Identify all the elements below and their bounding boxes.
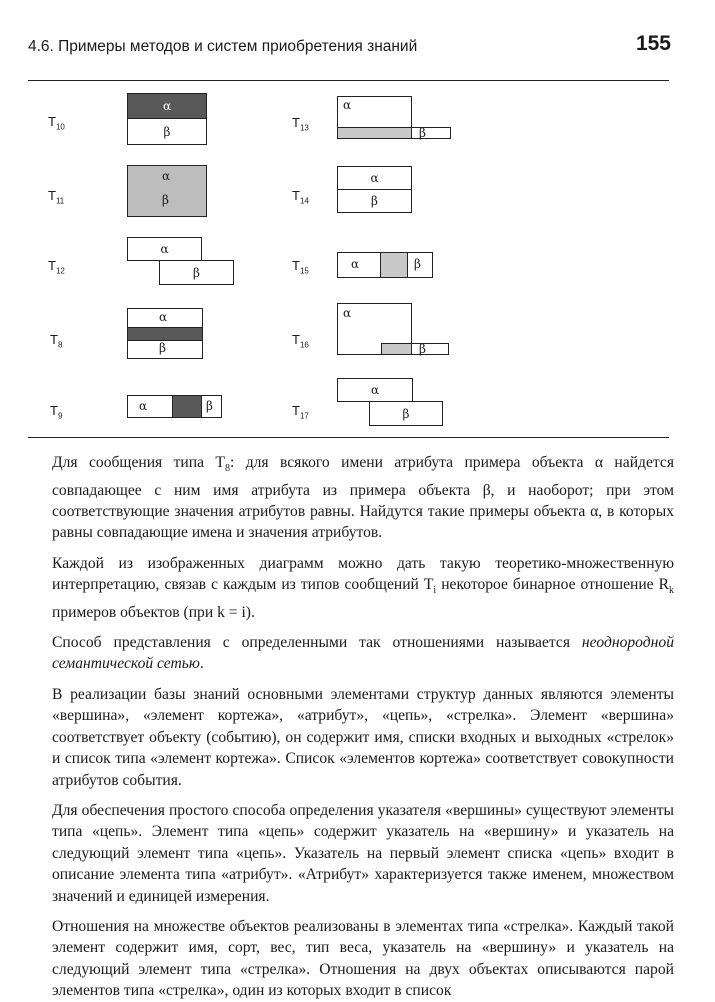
beta-glyph: β <box>162 193 169 207</box>
paragraph: В реализации базы знаний основными элементами структур данных являются элементы «вершина», «элемент кортежа», «атрибут», «цепь», «стрелка». Элемент «вершина» соответствует объекту (событию), он содержит имя, списки входных и выходных «стрелок» и список типа «элемент кортежа». Список «элементов кортежа» соответствует совокупности атрибутов события. <box>52 685 674 789</box>
running-header <box>28 28 673 62</box>
paragraph: Отношения на множестве объектов реализованы в элементах типа «стрелка». Каждый такой элемент содержит имя, сорт, вес, тип веса, указатель на «вершину» и указатель на следующий элемент типа «стрелка». Отношения на двух объектах описываются парой элементов типа «стрелка», один из которых входит в список <box>52 917 674 1000</box>
message-type-diagrams <box>28 88 673 438</box>
overlap-band <box>381 343 412 355</box>
alpha-glyph: α <box>343 306 352 320</box>
alpha-glyph: α <box>162 169 171 183</box>
beta-glyph: β <box>206 399 213 413</box>
alpha-box: α <box>337 378 413 402</box>
term-emphasis: неоднородной семантической сетью <box>52 634 674 673</box>
paragraph: Для обеспечения простого способа определения указателя «вершины» существуют элементы типа «цепь». Элемент типа «цепь» содержит указатель на «вершину» и указатель на следующий элемент типа «цепь». Указатель на первый элемент списка «цепь» входит в описание элемента типа «атрибут». «Атрибут» характеризуется также именем, множеством значений и единицей измерения. <box>52 801 674 905</box>
body-text <box>52 452 674 1002</box>
alpha-box: α <box>127 93 207 119</box>
shared-band <box>127 327 203 341</box>
label-t13: $T_{13}$ <box>292 115 309 133</box>
top-rule <box>28 80 669 81</box>
label-t12: $T_{12}$ <box>48 258 65 276</box>
label-t10: $T_{10}$ <box>48 114 65 132</box>
alpha-box: α <box>127 237 202 261</box>
beta-box <box>411 343 449 355</box>
beta-box: β <box>369 401 443 426</box>
label-t15: $T_{15}$ <box>292 258 309 276</box>
alpha-glyph: α <box>343 98 352 112</box>
alpha-box: α <box>337 166 412 190</box>
beta-glyph: β <box>419 126 426 140</box>
label-t17: $T_{17}$ <box>292 403 309 421</box>
shared-band <box>380 252 408 278</box>
label-t14: $T_{14}$ <box>292 188 309 206</box>
bottom-rule <box>28 437 669 438</box>
section-title: 4.6. Примеры методов и систем приобретения знаний <box>28 38 418 55</box>
beta-box <box>411 127 451 139</box>
paragraph: Способ представления с определенными так отношениями называется неоднородной семантической сетью. <box>52 634 674 673</box>
overlap-band <box>337 127 412 139</box>
beta-glyph: β <box>414 257 421 271</box>
alpha-glyph: α <box>139 399 148 413</box>
beta-glyph: β <box>419 342 426 356</box>
paragraph: Для сообщения типа $T_8$: для всякого имени атрибута примера объекта α найдется совпадающее с ним имя атрибута из примера объекта β, и наоборот; при этом соответствующие значения атрибутов равны. Найдутся такие примеры объекта α, в которых равны совпадающие имена и значения атрибутов. <box>52 454 674 542</box>
label-t9: $T_9$ <box>50 403 63 421</box>
beta-box: β <box>159 260 234 285</box>
beta-glyph: β <box>159 341 166 355</box>
label-t11: $T_{11}$ <box>48 188 65 206</box>
beta-box: β <box>337 189 412 213</box>
paragraph: Каждой из изображенных диаграмм можно дать такую теоретико-множественную интерпретацию, связав с каждым из типов сообщений $T_i$ некоторое бинарное отношение $R_k$ примеров объектов (при k = i). <box>52 554 674 621</box>
label-t8: $T_8$ <box>50 332 63 350</box>
alpha-glyph: α <box>159 310 168 324</box>
alpha-glyph: α <box>351 257 360 271</box>
shared-band <box>172 395 202 418</box>
page-number: 155 <box>635 32 671 55</box>
label-t16: $T_{16}$ <box>292 332 309 350</box>
beta-box: β <box>127 118 207 145</box>
